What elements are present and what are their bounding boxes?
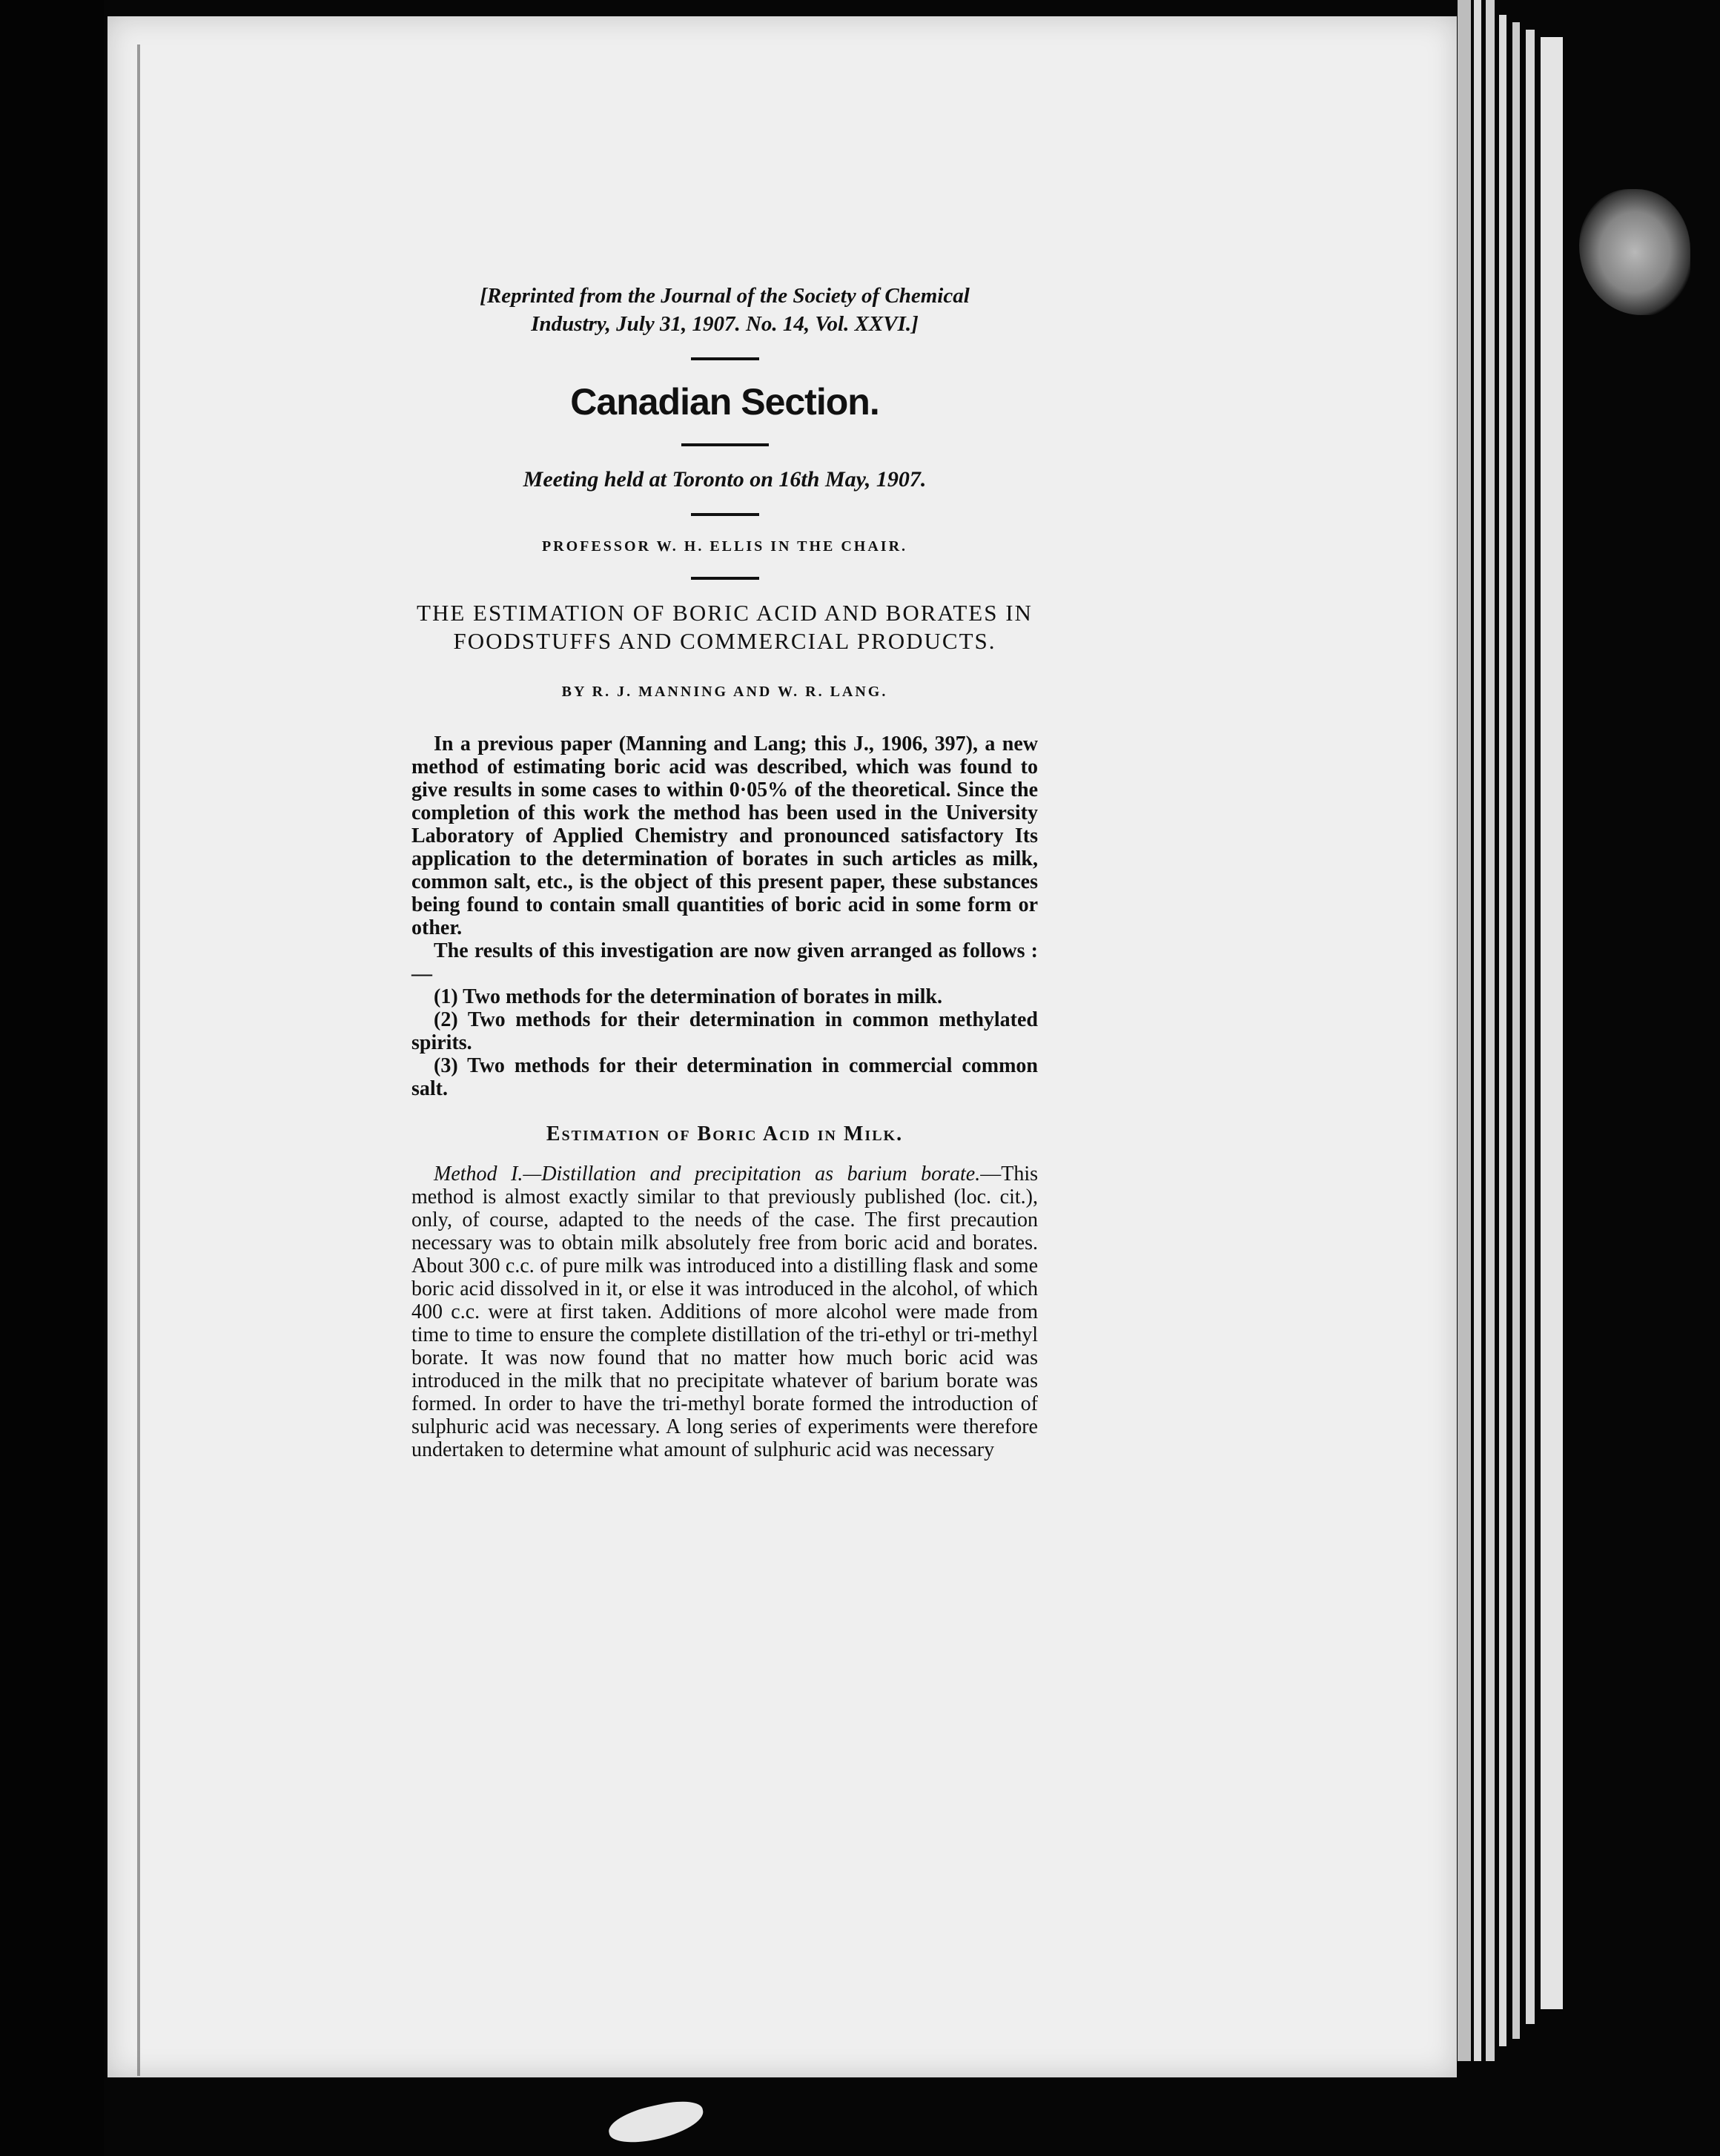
divider-rule — [681, 443, 769, 446]
article — [411, 282, 1038, 1461]
method-text: —This method is almost exactly similar to that previously published (loc. cit.), only, of course, adapted to the needs of the case. The first precaution necessary was to obtain milk absolutely free from boric acid and borates. About 300 c.c. of pure milk was introduced into a distilling flask and some boric acid dissolved in it, or else it was introduced in the alcohol, of which 400 c.c. were at first taken. Additions of more alcohol were made from time to time to ensure the complete distillation of the tri-ethyl or tri-methyl borate. It was now found that no matter how much boric acid was introduced in the milk that no precipitate whatever of barium borate was formed. In order to have the tri-methyl borate formed the introduction of sulphuric acid was necessary. A long series of experiments were therefore undertaken to determine what amount of sulphuric acid was necessary — [411, 1163, 1038, 1461]
list-item: (2) Two methods for their determination in common methylated spirits. — [411, 1008, 1038, 1054]
method-label: Method I.—Distillation and precipitation as barium borate. — [434, 1163, 981, 1186]
intro-paragraph: In a previous paper (Manning and Lang; this J., 1906, 397), a new method of estimating boric acid was described, which was found to give results in some cases to within 0·05% of the theoretical. Since the completion of this work the method has been used in the University Laboratory of Applied Chemistry and pronounced satisfactory Its application to the determination of borates in such articles as milk, common salt, etc., is the object of this present paper, these substances being found to contain small quantities of boric acid in some form or other. — [411, 733, 1038, 939]
page-stack-edge — [1486, 0, 1495, 2061]
bottom-scrap — [606, 2096, 707, 2149]
divider-rule — [691, 357, 759, 360]
reprint-note-line-1: [Reprinted from the Journal of the Society of Chemical — [480, 284, 970, 308]
divider-rule — [691, 513, 759, 516]
page-stack-edge — [1499, 15, 1506, 2046]
paper-title: THE ESTIMATION OF BORIC ACID AND BORATES IN FOODSTUFFS AND COMMERCIAL PRODUCTS. — [417, 600, 1033, 654]
list-item: (3) Two methods for their determination in commercial common salt. — [411, 1054, 1038, 1100]
subheading: Estimation of Boric Acid in Milk. — [546, 1122, 904, 1145]
page-stack-edge — [1458, 0, 1471, 2061]
left-dark-margin — [0, 0, 104, 2156]
page-fold-line — [137, 44, 140, 2076]
list-item: (1) Two methods for the determination of borates in milk. — [434, 985, 942, 1008]
reprint-note-line-2: Industry, July 31, 1907. No. 14, Vol. XXVI.] — [531, 312, 919, 336]
section-title: Canadian Section. — [570, 381, 879, 423]
meeting-line: Meeting held at Toronto on 16th May, 1907. — [523, 467, 927, 492]
page-stack-edge — [1526, 30, 1535, 2024]
page-stack-edge — [1512, 22, 1520, 2039]
chair-line: PROFESSOR W. H. ELLIS IN THE CHAIR. — [541, 538, 908, 555]
method-paragraph — [411, 1163, 1038, 1461]
paper-damage-blot — [1579, 189, 1690, 315]
page-stack-edge — [1541, 37, 1563, 2009]
results-paragraph: The results of this investigation are now given arranged as follows :— — [411, 939, 1038, 985]
divider-rule — [691, 577, 759, 580]
page-stack-edge — [1474, 0, 1481, 2061]
authors-line: BY R. J. MANNING AND W. R. LANG. — [561, 684, 888, 700]
